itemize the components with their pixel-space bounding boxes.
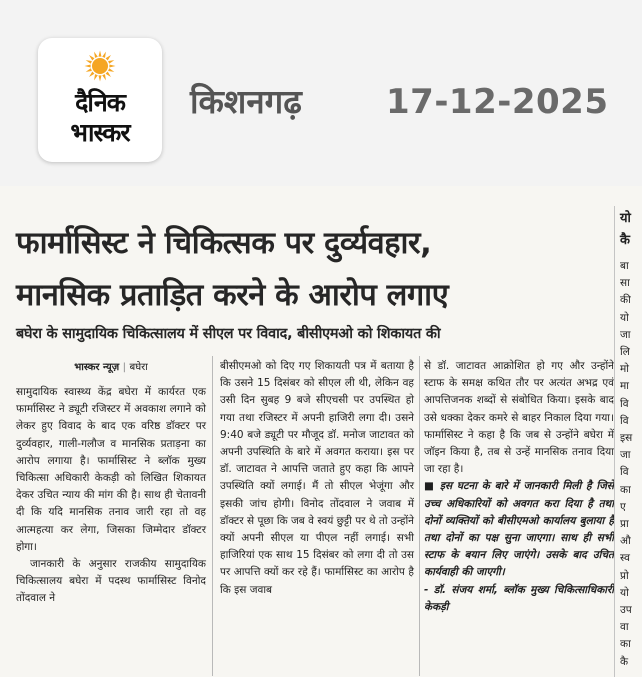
sun-ray [102,74,106,80]
sun-ray [106,72,111,77]
article-column-1 [16,384,206,608]
neighbor-text-line: प्रा [620,518,629,531]
headline-line-2: मानसिक प्रताड़ित करने के आरोप लगाए [16,278,449,313]
sun-ray [109,64,115,67]
neighbor-text-line: जा [620,449,631,462]
neighbor-text-line: स्व [620,552,630,565]
sun-ray [86,60,92,64]
neighbor-text-line: बा [620,260,629,272]
neighbor-text-line: यो [620,586,629,599]
sun-ray [86,68,92,72]
neighbor-text-line: का [620,638,631,651]
neighbor-headline-line: कै [620,233,630,248]
neighbor-text-line: औ [620,535,631,548]
neighbor-text-line: वि [620,466,629,479]
neighbor-text-line: वि [620,397,629,410]
paragraph: से डॉ. जाटावत आक्रोशित हो गए और उन्होंने स्टाफ के समक्ष कथित तौर पर अत्यंत अभद्र एवं आपत्तिजनक शब्दों से संबोधित किया। इसके बाद उसे धक्का देकर कमरे से बाहर निकाल दिया गया। फार्मासिस्ट ने कहा है कि जब से उन्होंने बघेरा में जॉइन किया है, तब से उन्हें मानसिक तनाव दिया जा रहा है। [424,360,614,476]
sun-ray [106,55,111,60]
sun-icon [84,50,116,82]
sun-ray [89,55,94,60]
neighbor-text-line: यो [620,311,629,324]
sun-ray [98,75,101,81]
logo-word-bhaskar: भास्कर [70,118,130,147]
neighbor-text-line: ए [620,500,626,513]
column-divider [419,356,420,676]
quote-attribution: - डॉ. संजय शर्मा, ब्लॉक मुख्य चिकित्साधिकारी केकड़ी [424,583,614,613]
sun-ray [98,51,101,57]
article-column-3 [424,358,614,616]
dainik-bhaskar-logo [38,38,162,162]
neighbor-article-edge [614,186,642,677]
sun-ray [89,72,94,77]
neighbor-text-line: उप [620,604,632,617]
neighbor-headline-line: यो [620,211,631,226]
neighbor-text-line: की [620,294,631,307]
neighbor-body-text [620,258,632,671]
article-column-2 [220,358,414,599]
neighbor-text-line: वि [620,414,629,427]
neighbor-text-line: लि [620,346,630,359]
paragraph: सामुदायिक स्वास्थ्य केंद्र बघेरा में कार्यरत एक फार्मासिस्ट ने ड्यूटी रजिस्टर में अवकाश लगाने को लेकर हुए विवाद के बाद एक वरिष्ठ डॉक्टर पर दुर्व्यवहार, गाली-गलौज व मानसिक प्रताड़ना का आरोप लगाया है। फार्मासिस्ट ने ब्लॉक मुख्य चिकित्सा अधिकारी केकड़ी को लिखित शिकायत देकर उचित न्याय की मांग की है। साथ ही चेतावनी दी कि यदि मानसिक तनाव जारी रहा तो वह आत्महत्या कर लेगा, जिसका जिम्मेदार डॉक्टर होगा। [16,386,206,553]
sun-ray [85,64,91,67]
neighbor-text-line: जा [620,328,631,341]
neighbor-text-line: मा [620,380,629,393]
headline-line-1: फार्मासिस्ट ने चिकित्सक पर दुर्व्यवहार, [16,226,432,261]
sun-ray [102,52,106,58]
paragraph: जानकारी के अनुसार राजकीय सामुदायिक चिकित्सालय बघेरा में पदस्थ फार्मासिस्ट विनोद तोंदवाल ने [16,558,206,605]
byline-place: बघेरा [129,362,148,373]
column-divider [614,206,615,677]
logo-word-dainik: दैनिक [75,88,125,117]
neighbor-text-line: सा [620,277,630,290]
byline-agency: भास्कर न्यूज़ [74,362,120,373]
sun-ray [94,74,98,80]
sun-ray [108,68,114,72]
paragraph: बीसीएमओ को दिए गए शिकायती पत्र में बताया है कि उसने 15 दिसंबर को सीएल ली थी, लेकिन वह उसी दिन सुबह 9 बजे सीएचसी पर उपस्थित हो गया तथा रजिस्टर में अपनी हाजिरी लगा दी। उसने 9:40 बजे ड्यूटी पर मौजूद डॉ. मनोज जाटावत को अपनी उपस्थिति के बारे में अवगत कराया। इस पर डॉ. जाटावत ने आपत्ति जताते हुए कहा कि आपने उपस्थिति क्यों लगाई। मैं तो सीएल भेजूंगा और इसकी जांच होगी। विनोद तोंदवाल ने जवाब में डॉक्टर से पूछा कि जब वे स्वयं छुट्टी पर थे तो उन्होंने क्यों अपनी सीएल या पीएल नहीं लगाई। सभी हाजिरियां एक साथ 15 दिसंबर को लगा दी तो उस पर आपत्ति क्यों कर रहे हैं। फार्मासिस्ट का आरोप है कि इस जवाब [220,360,414,596]
byline [16,360,206,376]
masthead [0,0,642,186]
column-divider [212,356,213,676]
neighbor-text-line: मो [620,363,629,376]
edition-name: किशनगढ़ [190,82,302,121]
sun-ray [94,52,98,58]
subheadline: बघेरा के सामुदायिक चिकित्सालय में सीएल पर विवाद, बीसीएमओ को शिकायत की [16,326,441,342]
neighbor-text-line: इस [620,432,633,445]
neighbor-text-line: कै [620,655,629,668]
byline-separator: | [122,362,126,373]
official-quote: ■ इस घटना के बारे में जानकारी मिली है जिसे उच्च अधिकारियों को अवगत करा दिया है तथा दोनों व्यक्तियों को बीसीएमओ कार्यालय बुलाया है तथा दोनों का पक्ष सुना जाएगा। साथ ही सभी स्टाफ के बयान लिए जाएंगे। उसके बाद उचित कार्यवाही की जाएगी। [424,480,614,579]
neighbor-text-line: का [620,483,631,496]
publication-date: 17-12-2025 [386,82,609,122]
neighbor-headline [620,208,631,252]
neighbor-text-line: प्रो [620,569,629,582]
sun-ray [108,60,114,64]
news-clipping [0,186,642,677]
neighbor-text-line: वा [620,621,629,634]
headline [16,218,612,322]
